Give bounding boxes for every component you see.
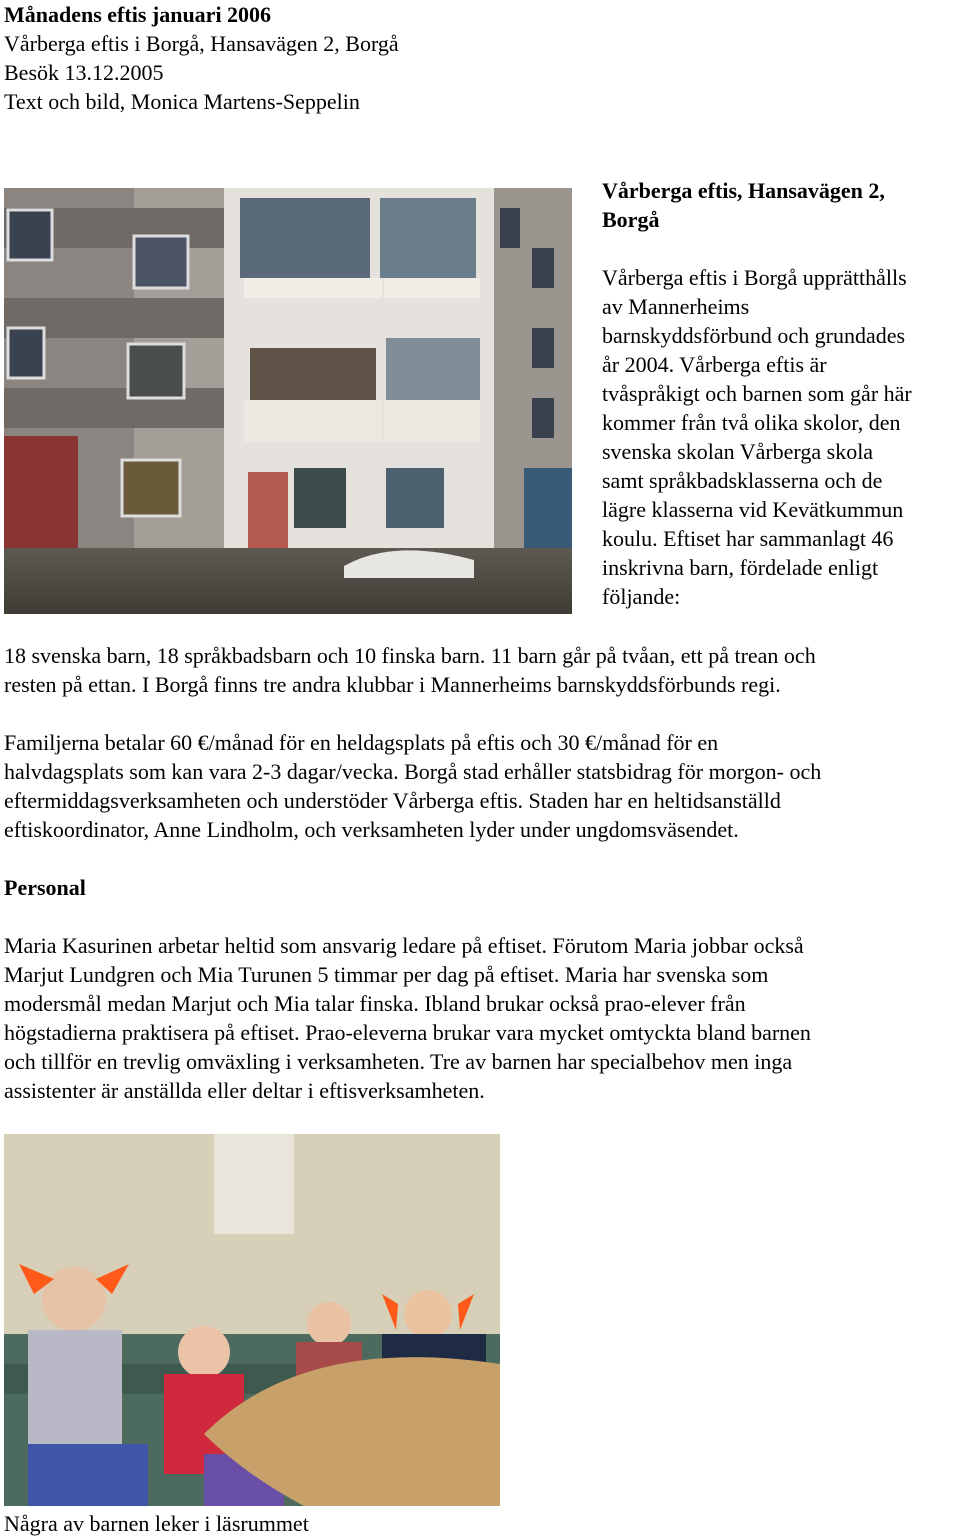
paragraph-fees xyxy=(4,728,821,844)
paragraph-line: halvdagsplats som kan vara 2-3 dagar/vecka. Borgå stad erhåller statsbidrag för morgon- och xyxy=(4,759,822,784)
side-line: Vårberga eftis i Borgå upprätthålls xyxy=(602,265,907,290)
paragraph-line: modersmål medan Marjut och Mia talar finska. Ibland brukar också prao-elever från xyxy=(4,991,746,1016)
paragraph-line: eftiskoordinator, Anne Lindholm, och verksamheten lyder under ungdomsväsendet. xyxy=(4,817,739,842)
paragraph-line: högstadierna praktisera på eftiset. Prao-eleverna brukar vara mycket omtyckta bland barnen xyxy=(4,1020,811,1045)
children-photo xyxy=(4,1134,500,1506)
side-line: av Mannerheims xyxy=(602,294,750,319)
building-photo xyxy=(4,188,572,614)
side-heading-line1: Vårberga eftis, Hansavägen 2, xyxy=(602,178,885,203)
side-column xyxy=(602,176,912,611)
side-line: barnskyddsförbund och grundades xyxy=(602,323,906,348)
side-line: inskrivna barn, fördelade enligt xyxy=(602,555,879,580)
paragraph-line: resten på ettan. I Borgå finns tre andra klubbar i Mannerheims barnskyddsförbunds regi. xyxy=(4,672,781,697)
paragraph-line: Marjut Lundgren och Mia Turunen 5 timmar per dag på eftiset. Maria har svenska som xyxy=(4,962,769,987)
side-line: år 2004. Vårberga eftis är xyxy=(602,352,827,377)
paragraph-line: 18 svenska barn, 18 språkbadsbarn och 10 finska barn. 11 barn går på tvåan, ett på trean och xyxy=(4,643,816,668)
paragraph-line: Familjerna betalar 60 €/månad för en heldagsplats på eftis och 30 €/månad för en xyxy=(4,730,719,755)
visit-date: Besök 13.12.2005 xyxy=(4,60,164,85)
side-line: kommer från två olika skolor, den xyxy=(602,410,901,435)
side-line: följande: xyxy=(602,584,681,609)
building-photo-image xyxy=(4,188,572,614)
side-line: tvåspråkigt och barnen som går här xyxy=(602,381,912,406)
paragraph-line: och tillför en trevlig omväxling i verksamheten. Tre av barnen har specialbehov men inga xyxy=(4,1049,793,1074)
personal-heading: Personal xyxy=(4,875,86,900)
side-line: svenska skolan Vårberga skola xyxy=(602,439,874,464)
credit: Text och bild, Monica Martens-Seppelin xyxy=(4,89,360,114)
paragraph-line: assistenter är anställda eller deltar i eftisverksamheten. xyxy=(4,1078,485,1103)
page-title: Månadens eftis januari 2006 xyxy=(4,2,272,27)
side-line: koulu. Eftiset har sammanlagt 46 xyxy=(602,526,894,551)
photo-caption: Några av barnen leker i läsrummet xyxy=(4,1511,309,1536)
side-line: samt språkbadsklasserna och de xyxy=(602,468,883,493)
subtitle: Vårberga eftis i Borgå, Hansavägen 2, Borgå xyxy=(4,31,399,56)
side-heading-line2: Borgå xyxy=(602,207,660,232)
children-photo-image xyxy=(4,1134,500,1506)
paragraph-staff xyxy=(4,931,811,1105)
paragraph-line: eftermiddagsverksamheten och understöder Vårberga eftis. Staden har en heltidsanställd xyxy=(4,788,781,813)
paragraph-line: Maria Kasurinen arbetar heltid som ansvarig ledare på eftiset. Förutom Maria jobbar också xyxy=(4,933,804,958)
paragraph-children-count xyxy=(4,641,816,699)
side-line: lägre klasserna vid Kevätkummun xyxy=(602,497,904,522)
